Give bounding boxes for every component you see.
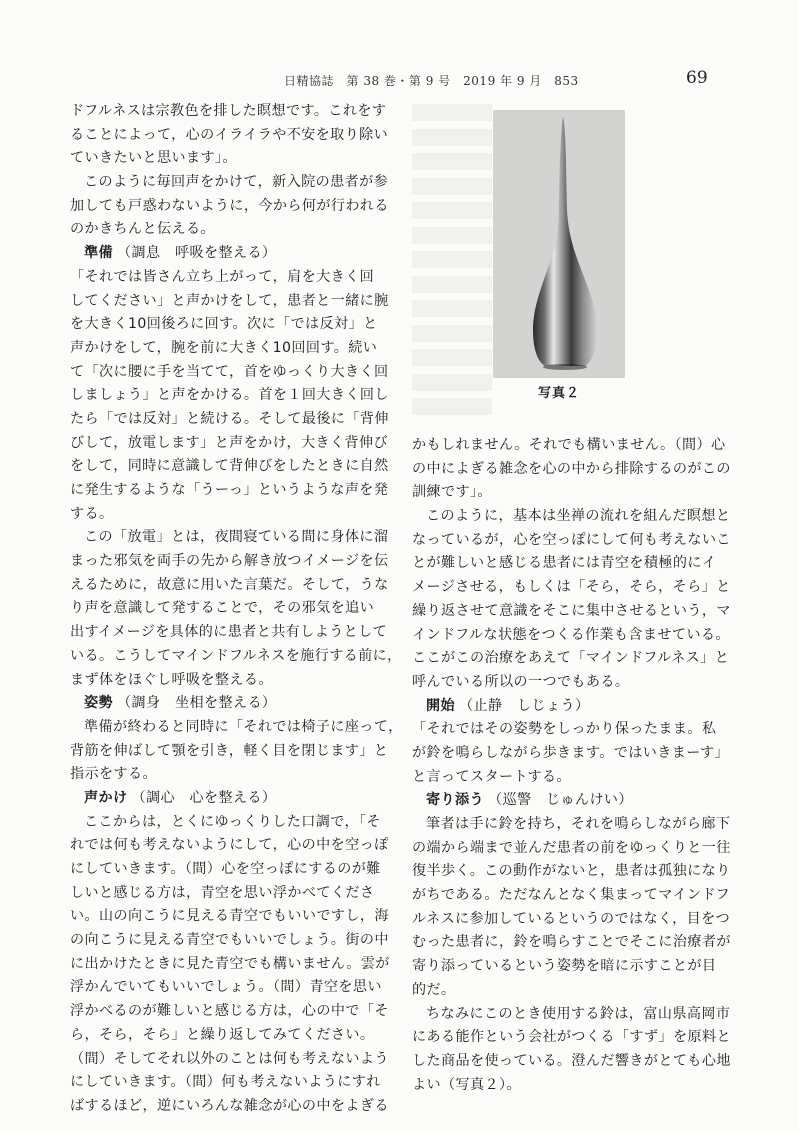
body-text-line: 復半歩く。この動作がないと，患者は孤独になり (412, 863, 731, 880)
body-text-line: ら，そら，そら」と繰り返してみてください。 (70, 1026, 375, 1043)
body-text-line: 浮かべるのが難しいと感じる方は，心の中で「そ (70, 1003, 389, 1020)
body-text-line: て「次に腰に手を当てて，首をゆっくり大きく回 (70, 363, 389, 380)
body-text-line: 準備が終わると同時に「それでは椅子に座って， (84, 718, 403, 735)
section-heading-title: 寄り添う (426, 792, 484, 809)
photo-caption: 写真２ (537, 386, 580, 401)
left-column (70, 100, 403, 1119)
body-text-line: しいと感じる方は，青空を思い浮かべてくださ (70, 884, 375, 901)
body-text-line: このように毎回声をかけて，新入院の患者が参 (84, 174, 389, 191)
body-text-line: 繰り返させて意識をそこに集中させるという，マ (412, 602, 731, 619)
photo-bell (493, 110, 625, 378)
body-text-line: 筆者は手に鈴を持ち，それを鳴らしながら廊下 (426, 816, 731, 832)
bell-vase-icon (493, 110, 625, 378)
body-text-line: しましょう」と声をかける。首を１回大きく回し (70, 387, 389, 404)
body-text-line: の向こうに見える青空でもいいでしょう。街の中 (70, 932, 389, 949)
right-column (412, 434, 735, 1097)
body-text-line: のかきちんと伝える。 (70, 221, 215, 238)
body-text-line: 「それでは皆さん立ち上がって，肩を大きく回 (70, 268, 375, 285)
body-text-line: まった邪気を両手の先から解き放つイメージを伝 (70, 553, 389, 570)
journal-info: 日精協誌 第 38 巻・第 9 号 2019 年 9 月 853 (284, 74, 579, 88)
body-text-line: むった患者に，鈴を鳴らすことでそこに治療者が (412, 934, 731, 951)
section-heading (70, 692, 390, 716)
body-text-line: ここからは，とくにゆっくりした口調で，「そ (84, 813, 381, 830)
section-heading-title: 声かけ (84, 789, 128, 806)
section-heading-title: 姿勢 (84, 695, 113, 712)
section-heading-subtitle: （止静 しじょう） (459, 697, 590, 714)
body-text-line: ちなみにこのとき使用する鈴は，富山県高岡市 (426, 1005, 731, 1022)
body-text-line: 指示をする。 (70, 766, 157, 783)
body-text-line: なっているが，心を空っぽにして何も考えないこ (412, 531, 731, 548)
body-text-line: してください」と声かけをして，患者と一緒に腕 (70, 292, 389, 309)
body-text-line: を大きく10回後ろに回す。次に「では反対」と (70, 316, 378, 333)
body-text-line: 寄り添っているという姿勢を暗に示すことが目 (412, 958, 717, 975)
body-text-line: い。山の向こうに見える青空でもいいですし，海 (70, 908, 389, 925)
show-through-text (412, 104, 492, 424)
body-text-line: びして，放電します」と声をかけ，大きく背伸び (70, 434, 389, 451)
body-text-line: まず体をほぐし呼吸を整える。 (70, 671, 273, 688)
body-text-line: する。 (70, 505, 114, 522)
body-text-line: よい（写真２）。 (412, 1076, 521, 1093)
section-heading-subtitle: （調身 坐相を整える） (117, 695, 277, 712)
body-text-line: ルネスに参加しているというのではなく，目をつ (412, 910, 731, 927)
body-text-line: かもしれません。それでも構いません。（間）心 (412, 437, 726, 453)
body-text-line: にしていきます。（間）心を空っぽにするのが難 (70, 861, 381, 877)
body-text-line: （間）そしてそれ以外のことは何も考えないよう (70, 1050, 389, 1067)
body-text-line: ていきたいと思います」。 (70, 150, 237, 167)
section-heading-subtitle: （巡警 じゅんけい） (487, 792, 633, 809)
body-text-line: した商品を使っている。澄んだ響きがとても心地 (412, 1052, 731, 1069)
body-text-line: の端から端まで並んだ患者の前をゆっくりと一往 (412, 839, 731, 856)
section-heading (412, 695, 735, 719)
body-text-line: れでは何も考えないようにして，心の中を空っぽ (70, 837, 389, 854)
body-text-line: に出かけたときに見た青空でも構いません。雲が (70, 955, 390, 972)
body-text-line: に発生するような「うーっ」というような声を発 (70, 482, 389, 498)
body-text-line: ばするほど，逆にいろんな雑念が心の中をよぎる (70, 1097, 389, 1114)
body-text-line: この「放電」とは，夜間寝ている間に身体に溜 (84, 529, 389, 546)
body-text-line: をして，同時に意識して背伸びをしたときに自然 (70, 458, 389, 475)
body-text-line: 浮かんでいてもいいでしょう。（間）青空を思い (70, 979, 382, 996)
body-text-line: にある能作という会社がつくる「すず」を原料と (412, 1029, 732, 1046)
body-text-line: ドフルネスは宗教色を排した瞑想です。これをす (70, 103, 387, 119)
body-text-line: にしていきます。（間）何も考えないようにすれ (70, 1074, 381, 1091)
body-text-line: ここがこの治療をあえて「マインドフルネス」と (412, 650, 730, 667)
body-text-line: 背筋を伸ばして顎を引き，軽く目を閉じます」と (70, 742, 389, 759)
body-text-line: 加しても戸惑わないように，今から何が行われる (70, 197, 389, 214)
page-number: 69 (686, 68, 708, 88)
body-text-line: いる。こうしてマインドフルネスを施行する前に， (70, 647, 402, 664)
body-text-line: の中によぎる雑念を心の中から排除するのがこの (412, 460, 731, 477)
section-heading (412, 789, 735, 813)
body-text-line: 的だ。 (412, 981, 456, 998)
body-text-line: がちである。ただなんとなく集まってマインドフ (412, 887, 731, 904)
body-text-line: 「それではその姿勢をしっかり保ったまま。私 (412, 721, 717, 738)
section-heading-subtitle: （調息 呼吸を整える） (117, 245, 277, 262)
body-text-line: とが難しいと感じる患者には青空を積極的にイ (412, 555, 717, 572)
body-text-line: 声かけをして，腕を前に大きく10回回す。続い (70, 339, 378, 356)
body-text-line: えるために，故意に用いた言葉だ。そして，うな (70, 576, 389, 593)
body-text-line: 訓練です」。 (412, 484, 492, 501)
body-text-line: このように，基本は坐禅の流れを組んだ瞑想と (426, 508, 731, 525)
body-text-line: が鈴を鳴らしながら歩きます。ではいきまーす」 (412, 744, 730, 761)
body-text-line: 出すイメージを具体的に患者と共有しようとして (70, 624, 388, 641)
section-heading (70, 787, 390, 811)
body-text-line: ることによって，心のイライラや不安を取り除い (70, 126, 389, 143)
section-heading-subtitle: （調心 心を整える） (131, 789, 277, 806)
section-heading-title: 開始 (426, 697, 455, 714)
page-header (0, 68, 798, 92)
body-text-line: と言ってスタートする。 (412, 768, 572, 785)
body-text-line: 呼んでいる所以の一つでもある。 (412, 673, 630, 690)
body-text-line: たら「では反対」と続ける。そして最後に「背伸 (70, 410, 389, 427)
body-text-line: メージさせる，もしくは「そら，そら，そら」と (412, 579, 731, 596)
body-text-line: インドフルな状態をつくる作業も含ませている。 (412, 626, 730, 643)
section-heading-title: 準備 (84, 245, 113, 262)
section-heading (70, 242, 390, 266)
body-text-line: り声を意識して発することで，その邪気を追い (70, 600, 375, 617)
